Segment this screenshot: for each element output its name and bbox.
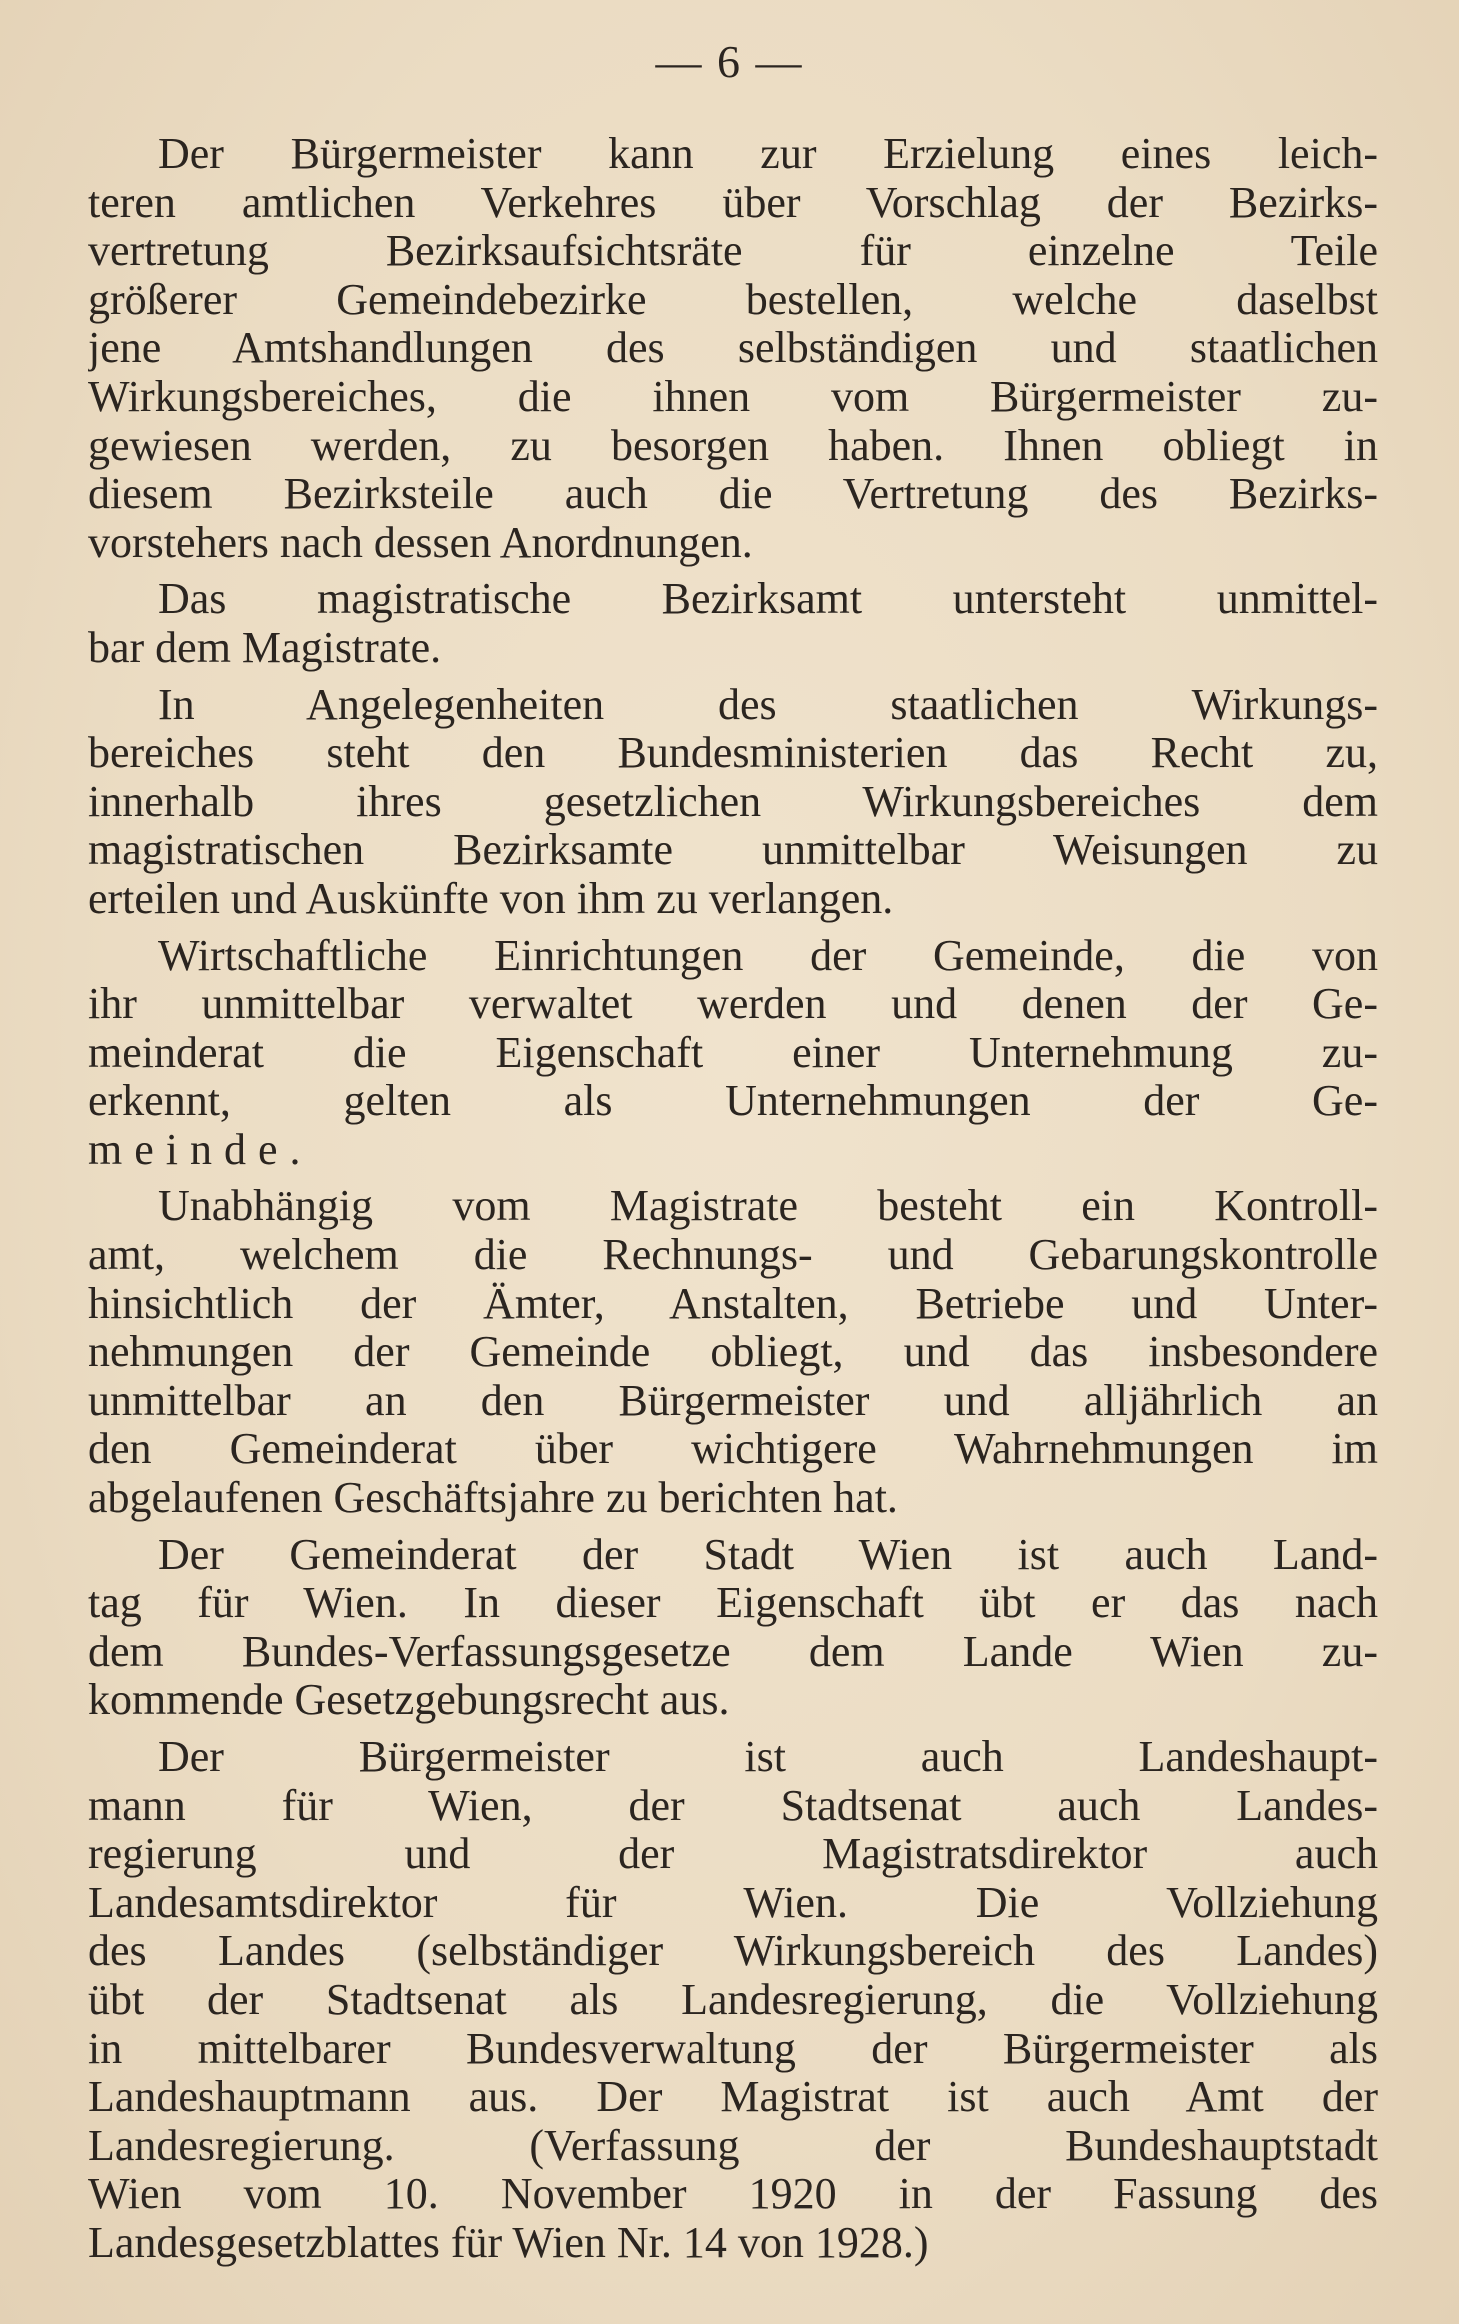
text-line: bereiches steht den Bundesministerien das Recht zu, (88, 729, 1378, 778)
text-line: erkennt, gelten als Unternehmungen der Ge- (88, 1077, 1378, 1126)
text-line: Landesregierung. (Verfassung der Bundeshauptstadt (88, 2121, 1378, 2170)
paragraph-1 (88, 130, 1378, 567)
text-line: abgelaufenen Geschäftsjahre zu berichten hat. (88, 1474, 898, 1523)
text-line: Unabhängig vom Magistrate besteht ein Kontroll- (158, 1182, 1378, 1231)
text-line: nehmungen der Gemeinde obliegt, und das insbesondere (88, 1328, 1378, 1377)
text-line: in mittelbarer Bundesverwaltung der Bürgermeister als (88, 2024, 1378, 2073)
text-line: Der Bürgermeister ist auch Landeshaupt- (158, 1733, 1378, 1781)
text-line: meinderat die Eigenschaft einer Unternehmung zu- (88, 1028, 1378, 1077)
text-line: bar dem Magistrate. (88, 623, 442, 672)
paragraph-3 (88, 681, 1378, 924)
text-line: innerhalb ihres gesetzlichen Wirkungsbereiches dem (88, 777, 1378, 826)
text-line: In Angelegenheiten des staatlichen Wirkungs- (158, 680, 1378, 729)
text-line: Wien vom 10. November 1920 in der Fassung des (88, 2170, 1378, 2219)
text-line: unmittelbar an den Bürgermeister und alljährlich an (88, 1376, 1378, 1425)
paragraph-7 (88, 1733, 1378, 2268)
text-line: hinsichtlich der Ämter, Anstalten, Betriebe und Unter- (88, 1279, 1378, 1328)
body-text (88, 130, 1378, 2276)
text-line: Wirkungsbereiches, die ihnen vom Bürgermeister zu- (88, 372, 1378, 421)
paragraph-6 (88, 1531, 1378, 1725)
text-line: Der Bürgermeister kann zur Erzielung eines leich- (158, 130, 1378, 178)
text-line: regierung und der Magistratsdirektor auch (88, 1830, 1378, 1879)
text-line: Landesgesetzblattes für Wien Nr. 14 von 1928.) (88, 2218, 929, 2267)
text-line: Der Gemeinderat der Stadt Wien ist auch Land- (158, 1530, 1378, 1579)
text-line: mann für Wien, der Stadtsenat auch Landes- (88, 1781, 1378, 1830)
text-line: ihr unmittelbar verwaltet werden und denen der Ge- (88, 980, 1378, 1029)
text-line: diesem Bezirksteile auch die Vertretung des Bezirks- (88, 470, 1378, 519)
text-line: kommende Gesetzgebungsrecht aus. (88, 1676, 730, 1725)
text-line: dem Bundes-Verfassungsgesetze dem Lande Wien zu- (88, 1627, 1378, 1676)
paragraph-2 (88, 575, 1378, 672)
text-line: übt der Stadtsenat als Landesregierung, die Vollziehung (88, 1975, 1378, 2024)
text-line: gewiesen werden, zu besorgen haben. Ihnen obliegt in (88, 421, 1378, 470)
paragraph-4 (88, 932, 1378, 1175)
text-line: vorstehers nach dessen Anordnungen. (88, 518, 753, 567)
text-line: magistratischen Bezirksamte unmittelbar Weisungen zu (88, 826, 1378, 875)
text-line: vertretung Bezirksaufsichtsräte für einzelne Teile (88, 227, 1378, 276)
text-line: amt, welchem die Rechnungs- und Gebarungskontrolle (88, 1231, 1378, 1280)
page-number: — 6 — (655, 36, 804, 87)
text-line: Wirtschaftliche Einrichtungen der Gemeinde, die von (158, 931, 1378, 980)
text-line: des Landes (selbständiger Wirkungsbereich des Landes) (88, 1927, 1378, 1976)
text-line: Landeshauptmann aus. Der Magistrat ist auch Amt der (88, 2073, 1378, 2122)
text-line: erteilen und Auskünfte von ihm zu verlangen. (88, 874, 894, 923)
text-line: meinde. (88, 1125, 313, 1174)
text-line: tag für Wien. In dieser Eigenschaft übt er das nach (88, 1579, 1378, 1628)
text-line: den Gemeinderat über wichtigere Wahrnehmungen im (88, 1425, 1378, 1474)
paragraph-5 (88, 1182, 1378, 1522)
text-line: teren amtlichen Verkehres über Vorschlag der Bezirks- (88, 178, 1378, 227)
text-line: größerer Gemeindebezirke bestellen, welche daselbst (88, 275, 1378, 324)
text-line: Landesamtsdirektor für Wien. Die Vollziehung (88, 1878, 1378, 1927)
text-line: jene Amtshandlungen des selbständigen und staatlichen (88, 324, 1378, 373)
text-line: Das magistratische Bezirksamt untersteht unmittel- (158, 575, 1378, 624)
